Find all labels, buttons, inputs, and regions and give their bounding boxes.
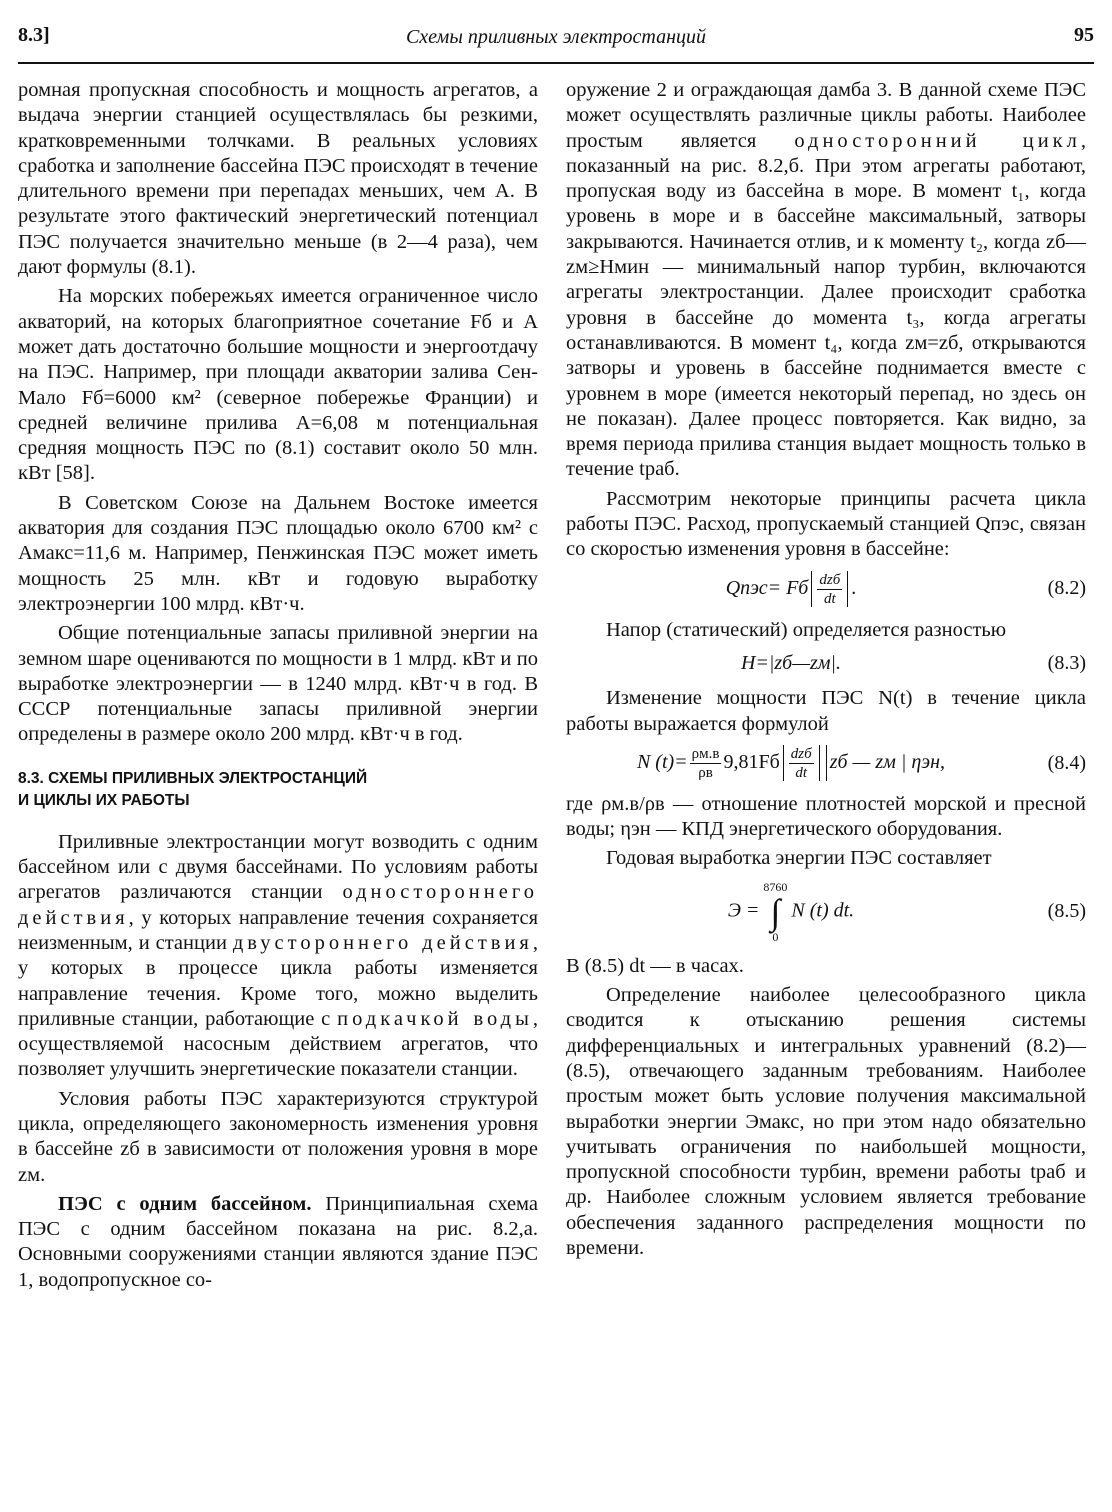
- section-number: 8.3]: [18, 24, 50, 46]
- abs-bar: [826, 745, 827, 781]
- paragraph: Годовая выработка энергии ПЭС составляет: [606, 847, 992, 870]
- paragraph: [566, 78, 1086, 483]
- paragraph: В Советском Союзе на Дальнем Востоке имеется акватория для создания ПЭС площадью около 6700 км² с Aмакс=11,6 м. Например, Пенжинская ПЭС может иметь мощность 25 млн. кВт и годовую выработку электроэнергии 100 млрд. кВт·ч.: [18, 491, 538, 615]
- section-heading-line: 8.3. СХЕМЫ ПРИЛИВНЫХ ЭЛЕКТРОСТАНЦИЙ: [18, 769, 368, 787]
- denominator: dt: [823, 590, 836, 607]
- header-rule: [18, 62, 1094, 64]
- denominator: dt: [795, 764, 808, 781]
- paragraph: ромная пропускная способность и мощность агрегатов, а выдача энергии станцией осуществлялась бы резкими, кратковременными толчками. В реальных условиях сработка и заполнение бассейна ПЭС происходят в течение длительного времени при перепадах меньших, чем A. В результате этого фактический энергетический потенциал ПЭС получается значительно меньше (в 2—4 раза), чем дают формулы (8.1).: [18, 79, 538, 279]
- fraction: [690, 745, 722, 782]
- equation-number: (8.5): [1047, 900, 1086, 923]
- integral-sign: ∫: [770, 891, 781, 932]
- section-heading-line: И ЦИКЛЫ ИХ РАБОТЫ: [18, 791, 190, 809]
- page-header: [18, 18, 1094, 52]
- integrand: N (t) dt.: [791, 899, 855, 922]
- spaced-term: одностороннего действия: [18, 881, 538, 929]
- equation-number: (8.3): [1047, 651, 1086, 674]
- paragraph: [18, 830, 538, 1083]
- formula-tail: zб — zм | ηэн,: [829, 750, 946, 773]
- paragraph: На морских побережьях имеется ограниченное число акваторий, на которых благоприятное сочетание Fб и A может дать достаточно большие мощности и энергоотдачу на ПЭС. Например, при площади акватории залива Сен-Мало Fб=6000 км² (северное побережье Франции) и средней величине прилива A=6,08 м потенциальная средняя мощность ПЭС по (8.1) составит около 50 млн. кВт [58].: [18, 285, 538, 485]
- paragraph: Напор (статический) определяется разностью: [606, 618, 1007, 641]
- text-run: Приливные электростанции могут возводить с одним бассейном или с двумя бассейнами. По условиям работы агрегатов различаются станции: [18, 830, 538, 904]
- paragraph: [18, 1192, 538, 1293]
- abs-bar: [783, 745, 784, 781]
- abs-bar: [847, 571, 848, 607]
- formula-expression: [566, 880, 1016, 944]
- section-heading: [18, 768, 538, 812]
- abs-bar: [811, 571, 812, 607]
- run-in-heading: ПЭС с одним бассейном.: [58, 1192, 312, 1215]
- integral-upper-limit: 8760: [763, 879, 788, 894]
- paragraph: Общие потенциальные запасы приливной энергии на земном шаре оцениваются по мощности в 1 млрд. кВт и по выработке электроэнергии — в 1240 млрд. кВт·ч в год. В СССР потенциальные запасы приливной энергии определены в размере около 200 млрд. кВт·ч в год.: [18, 622, 538, 746]
- text-run: , показанный на рис. 8.2,б. При этом агрегаты работают, пропуская воду из бассейна в море. В момент t₁, когда уровень в море и в бассейне максимальный, затворы закрываются. Начинается отлив, и к моменту t₂, когда zб—zм≥Hмин — минимальный напор турбин, включаются агрегаты электростанции. Далее происходит сработка уровня в бассейне до момента t₃, когда агрегаты останавливаются. В момент t₄, когда zм=zб, открываются затворы и уровень в бассейне поднимается вместе с уровнем в море (имеется некоторый перепад, но здесь он не показан). Далее процесс повторяется. Как видно, за время периода прилива станция выдает мощность только в течение tраб.: [566, 129, 1086, 481]
- formula-8-5: [566, 880, 1086, 944]
- formula-8-3: [566, 651, 1086, 676]
- integral-lower-limit: 0: [772, 929, 779, 944]
- formula-lhs: Qпэс= Fб: [725, 576, 809, 599]
- abs-bar: [819, 745, 820, 781]
- denominator: ρв: [698, 764, 713, 781]
- fraction: [817, 571, 842, 608]
- equation-number: (8.2): [1047, 577, 1086, 600]
- formula-8-4: [566, 745, 1086, 782]
- formula-8-2: [566, 571, 1086, 608]
- equation-number: (8.4): [1047, 751, 1086, 774]
- page-number: 95: [1074, 24, 1094, 46]
- spaced-term: двустороннего действия: [232, 931, 533, 954]
- formula-middle: 9,81Fб: [723, 750, 780, 773]
- numerator: dzб: [790, 745, 812, 762]
- formula-tail: .: [851, 576, 857, 599]
- paragraph: Условия работы ПЭС характеризуются структурой цикла, определяющего закономерность изменения уровня в бассейне zб в зависимости от положения уровня в море zм.: [18, 1087, 538, 1186]
- text-run: , у которых направление течения сохраняется неизменным, и станции: [18, 906, 538, 954]
- spaced-term: односторонний цикл: [794, 129, 1081, 152]
- numerator: dzб: [819, 571, 841, 588]
- numerator: ρм.в: [691, 745, 720, 762]
- text-run: оружение 2 и ограждающая дамба 3. В данной схеме ПЭС может осуществлять различные циклы работы. Наиболее простым является: [566, 79, 1086, 152]
- paragraph: В (8.5) dt — в часах.: [566, 954, 744, 977]
- spaced-term: подкачкой воды: [337, 1007, 533, 1030]
- formula-expression: H=|zб—zм|.: [740, 651, 842, 674]
- formula-lhs: N (t)=: [636, 750, 688, 773]
- paragraph: где ρм.в/ρв — отношение плотностей морской и пресной воды; ηэн — КПД энергетического оборудования.: [566, 792, 1086, 841]
- paragraph: Определение наиболее целесообразного цикла сводится к отысканию решения системы дифференциальных и интегральных уравнений (8.2)—(8.5), отвечающего заданным требованиям. Наиболее простым может быть условие получения максимальной выработки энергии Эмакс, но при этом надо обязательно учитывать ограничения по наибольшей мощности, пропускной способности турбин, времени работы tраб и др. Наиболее сложным условием является требование обеспечения заданного распределения мощности по времени.: [566, 984, 1086, 1259]
- left-column: [18, 78, 538, 1293]
- formula-expression: [566, 745, 1016, 782]
- paragraph: Изменение мощности ПЭС N(t) в течение цикла работы выражается формулой: [566, 687, 1086, 735]
- text-run: , осуществляемой насосным действием агрегатов, что позволяет улучшить энергетические показатели станции.: [18, 1007, 538, 1081]
- text-run: Принципиальная схема ПЭС с одним бассейном показана на рис. 8.2,а. Основными сооружениями станции являются здание ПЭС 1, водопропускное со-: [18, 1192, 538, 1291]
- formula-expression: [566, 571, 1016, 608]
- text-run: , у которых в процессе цикла работы изменяется направление течения. Кроме того, можно выделить приливные станции, работающие с: [18, 931, 538, 1030]
- fraction: [789, 745, 814, 782]
- running-title: Схемы приливных электростанций: [405, 26, 707, 48]
- right-column: [566, 78, 1086, 1261]
- integral: [763, 880, 787, 944]
- formula-lhs: Э =: [727, 899, 760, 922]
- paragraph: Рассмотрим некоторые принципы расчета цикла работы ПЭС. Расход, пропускаемый станцией Qпэс, связан со скоростью изменения уровня в бассейне:: [566, 487, 1086, 561]
